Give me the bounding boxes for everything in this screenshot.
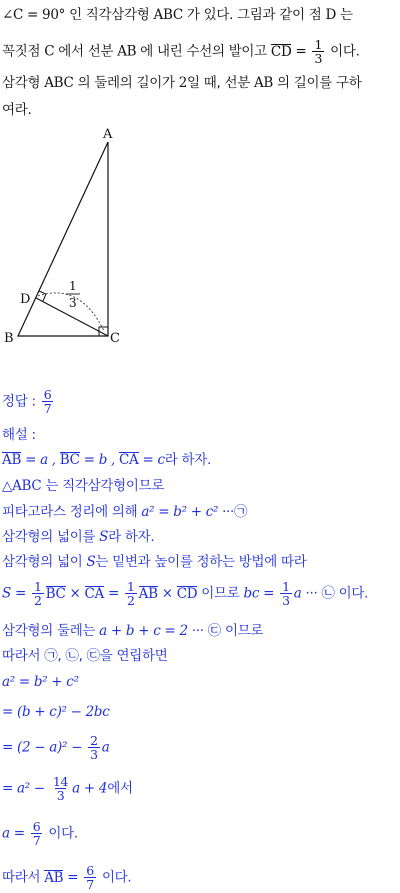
math: a xyxy=(101,739,110,756)
pythagoras-eq: a² = b² + c² xyxy=(141,504,219,520)
fraction-two-thirds xyxy=(88,734,100,761)
explain-label xyxy=(2,426,36,444)
fraction-third xyxy=(280,580,292,607)
text: 의 둘레의 길이가 xyxy=(73,75,179,91)
text: 가 있다. 그림과 같이 점 xyxy=(182,7,326,23)
segment-bc: BC xyxy=(59,452,80,468)
triangle-abc xyxy=(18,142,108,336)
fraction-half xyxy=(32,580,44,607)
problem-line-4 xyxy=(2,101,31,119)
segment-ab: AB xyxy=(117,43,137,60)
denominator: 2 xyxy=(33,593,42,608)
numerator: 14 xyxy=(52,774,69,789)
answer-line xyxy=(2,388,55,415)
solution-line-4 xyxy=(2,528,154,546)
text: 이다. xyxy=(44,825,78,842)
text: 따라서 ㉠, ㉡, ㉢을 연립하면 xyxy=(2,648,168,664)
numerator: 6 xyxy=(43,387,52,402)
label-c: C xyxy=(110,331,120,346)
segment-ca: CA xyxy=(119,452,139,468)
solution-line-8 xyxy=(2,647,167,665)
text: 의 길이를 구하 xyxy=(273,75,362,91)
denominator: 7 xyxy=(32,833,41,848)
perimeter-eq: a + b + c = 2 xyxy=(99,623,188,639)
math: S xyxy=(99,529,109,545)
denominator: 3 xyxy=(90,747,98,762)
triangle-name: ABC xyxy=(44,75,74,91)
segment-cd: CD xyxy=(176,585,198,602)
math: = a² − xyxy=(2,780,49,797)
text: 라 하자. xyxy=(164,452,211,468)
fraction-fourteen-thirds xyxy=(51,775,70,802)
text: 일 때, 선분 xyxy=(187,75,254,91)
text: 에서 선분 xyxy=(54,43,118,60)
problem-line-2 xyxy=(2,38,360,65)
text: 이므로 xyxy=(197,585,244,602)
text: 는 밑변과 높이를 정하는 방법에 따라 xyxy=(95,554,307,570)
solution-line-6 xyxy=(2,580,368,607)
equals: = xyxy=(291,43,311,60)
text: 꼭짓점 xyxy=(2,43,45,60)
solution-line-12 xyxy=(2,775,133,802)
segment-ab: AB xyxy=(138,585,158,602)
label-b: B xyxy=(4,331,14,346)
solution-line-11 xyxy=(2,734,109,761)
point-c: C xyxy=(44,43,55,60)
fraction-one-third xyxy=(312,38,324,65)
numerator: 1 xyxy=(127,579,135,594)
text: 여라. xyxy=(2,102,32,118)
segment-ca: CA xyxy=(84,585,104,602)
text: 이다. xyxy=(326,43,360,60)
math: a xyxy=(293,585,302,602)
math: S = xyxy=(2,585,30,602)
text: 따라서 xyxy=(2,869,45,886)
math: a² = b² + c² xyxy=(2,674,79,690)
denominator: 3 xyxy=(282,593,290,608)
solution-line-13 xyxy=(2,820,78,847)
text: 에 내린 수선의 발이고 xyxy=(136,43,271,60)
math: = b , xyxy=(79,452,120,468)
text: 이다. xyxy=(97,869,132,886)
segment-ab: AB xyxy=(253,75,274,91)
label-a: A xyxy=(103,127,113,142)
segment-ab: AB xyxy=(2,452,22,468)
answer-label: 정답 : xyxy=(2,393,36,410)
point-d: D xyxy=(325,7,336,23)
numerator: 1 xyxy=(314,37,323,52)
times: × xyxy=(157,585,177,602)
numerator: 6 xyxy=(86,863,94,878)
label-frac-num: 1 xyxy=(69,279,77,293)
triangle-name: ABC xyxy=(153,7,183,23)
label-frac-den: 3 xyxy=(69,296,77,310)
math: = (2 − a)² − xyxy=(2,739,87,756)
segment-cd-overline: CD xyxy=(270,43,292,60)
right-angle-mark-d xyxy=(39,291,46,301)
problem-line-3 xyxy=(2,74,361,92)
triangle-figure xyxy=(0,122,140,352)
solution-line-9 xyxy=(2,673,79,691)
problem-line-1 xyxy=(2,6,353,24)
solution-line-10 xyxy=(2,703,110,721)
text: 삼각형의 넓이 xyxy=(2,554,87,570)
angle-expr: ∠C = 90° xyxy=(2,7,66,23)
label-d: D xyxy=(20,292,31,307)
math: bc = xyxy=(243,585,279,602)
numerator: 6 xyxy=(32,819,41,834)
solution-line-5 xyxy=(2,553,306,571)
solution-line-1 xyxy=(2,451,211,469)
segment-bc: BC xyxy=(45,585,66,602)
denominator: 7 xyxy=(43,401,52,416)
perimeter-value: 2 xyxy=(178,75,188,91)
denominator: 2 xyxy=(127,593,135,608)
math: = c xyxy=(138,452,165,468)
math: = (b + c)² − 2bc xyxy=(2,704,110,720)
text: 삼각형의 둘레는 xyxy=(2,623,100,639)
times: × xyxy=(65,585,85,602)
text: 삼각형 xyxy=(2,75,45,91)
math: S xyxy=(86,554,96,570)
solution-line-7 xyxy=(2,622,263,640)
triangle-symbol: △ABC xyxy=(2,478,42,494)
text: 피타고라스 정리에 의해 xyxy=(2,504,142,520)
text: 는 xyxy=(336,7,353,23)
math: a + 4 xyxy=(72,780,108,797)
numerator: 1 xyxy=(33,579,42,594)
math: a = xyxy=(2,825,29,842)
text: ··· ㉡ 이다. xyxy=(301,585,369,602)
text: 는 직각삼각형이므로 xyxy=(41,478,165,494)
text: ··· ㉢ 이므로 xyxy=(187,623,264,639)
solution-line-3 xyxy=(2,503,247,521)
denominator: 3 xyxy=(56,788,65,803)
eq-marker: ···㉠ xyxy=(218,504,248,520)
math: = a , xyxy=(21,452,60,468)
text: 해설 : xyxy=(2,427,36,443)
fraction-half xyxy=(125,580,137,607)
fraction-six-sevenths xyxy=(84,864,96,891)
equals: = xyxy=(104,585,123,602)
text: 삼각형의 넓이를 xyxy=(2,529,100,545)
solution-line-2 xyxy=(2,477,164,495)
answer-fraction xyxy=(42,388,54,415)
numerator: 1 xyxy=(282,579,290,594)
solution-line-14 xyxy=(2,864,131,891)
fraction-six-sevenths xyxy=(31,820,43,847)
denominator: 7 xyxy=(86,877,94,892)
text: 인 직각삼각형 xyxy=(65,7,154,23)
text: 에서 xyxy=(107,780,133,797)
equals: = xyxy=(63,869,83,886)
denominator: 3 xyxy=(314,51,323,66)
segment-ab: AB xyxy=(44,869,64,886)
numerator: 2 xyxy=(90,733,98,748)
text: 라 하자. xyxy=(108,529,155,545)
